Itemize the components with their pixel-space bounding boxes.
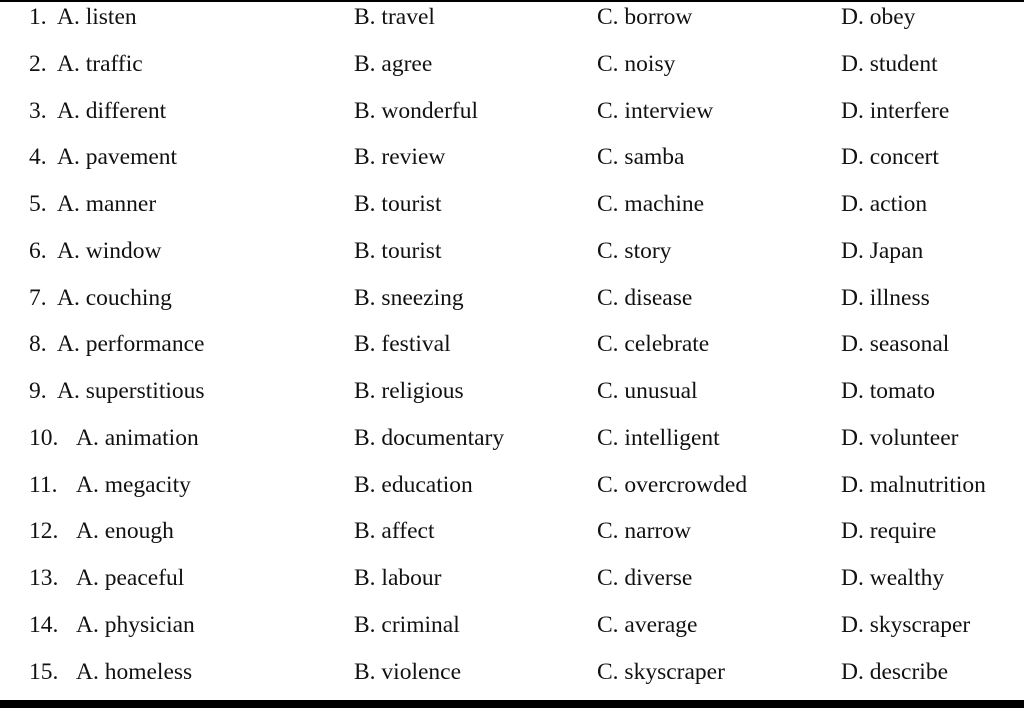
option-d: D. wealthy	[841, 565, 945, 591]
option-d: D. describe	[841, 658, 949, 685]
option-c: C. noisy	[597, 50, 676, 77]
bottom-rule	[0, 700, 1024, 708]
question-number: 14.	[29, 611, 59, 638]
option-b: B. documentary	[354, 424, 505, 451]
question-number: 5.	[29, 191, 47, 217]
question-row	[0, 95, 1024, 135]
option-c: C. unusual	[597, 378, 698, 404]
question-number: 2.	[29, 50, 47, 77]
question-number: 4.	[29, 144, 47, 171]
option-a: A. couching	[57, 284, 172, 311]
question-number: 9.	[29, 378, 47, 404]
option-b: B. festival	[354, 331, 451, 358]
option-a: A. enough	[76, 518, 174, 545]
question-row	[0, 141, 1024, 181]
option-d: D. concert	[841, 144, 939, 171]
option-b: B. tourist	[354, 191, 442, 217]
question-row	[0, 188, 1024, 228]
question-row	[0, 48, 1024, 88]
option-a: A. different	[57, 97, 167, 124]
option-c: C. narrow	[597, 518, 691, 545]
question-number: 10.	[29, 424, 59, 451]
option-d: D. illness	[841, 284, 930, 311]
question-number: 8.	[29, 331, 47, 358]
question-number: 15.	[29, 658, 59, 685]
option-c: C. celebrate	[597, 331, 710, 358]
option-c: C. skyscraper	[597, 658, 725, 685]
option-c: C. disease	[597, 284, 693, 311]
question-row	[0, 328, 1024, 368]
question-number: 12.	[29, 518, 59, 545]
question-row	[0, 375, 1024, 415]
option-b: B. review	[354, 144, 446, 171]
question-number: 3.	[29, 97, 47, 124]
question-number: 11.	[29, 471, 58, 498]
option-c: C. intelligent	[597, 424, 720, 451]
option-a: A. manner	[57, 191, 157, 217]
question-row	[0, 1, 1024, 41]
option-c: C. average	[597, 611, 698, 638]
question-row	[0, 422, 1024, 462]
option-c: C. overcrowded	[597, 471, 748, 498]
option-b: B. travel	[354, 4, 435, 30]
option-d: D. require	[841, 518, 937, 545]
option-a: A. animation	[76, 424, 199, 451]
option-a: A. physician	[76, 611, 195, 638]
option-b: B. religious	[354, 378, 464, 404]
question-row	[0, 609, 1024, 649]
option-c: C. machine	[597, 191, 705, 217]
option-b: B. violence	[354, 658, 462, 685]
option-a: A. pavement	[57, 144, 178, 171]
option-d: D. tomato	[841, 378, 935, 404]
question-row	[0, 562, 1024, 602]
option-d: D. malnutrition	[841, 471, 986, 498]
option-d: D. skyscraper	[841, 611, 971, 638]
question-row	[0, 469, 1024, 509]
option-b: B. wonderful	[354, 97, 479, 124]
option-b: B. criminal	[354, 611, 460, 638]
option-a: A. homeless	[76, 658, 193, 685]
option-c: C. story	[597, 237, 672, 264]
option-b: B. sneezing	[354, 284, 464, 311]
option-c: C. samba	[597, 144, 685, 171]
option-d: D. obey	[841, 4, 916, 30]
option-d: D. action	[841, 191, 928, 217]
option-d: D. interfere	[841, 97, 950, 124]
option-a: A. window	[57, 237, 162, 264]
option-c: C. diverse	[597, 565, 693, 591]
option-b: B. tourist	[354, 237, 442, 264]
option-c: C. borrow	[597, 4, 693, 30]
option-b: B. labour	[354, 565, 442, 591]
question-number: 1.	[29, 4, 47, 30]
option-a: A. peaceful	[76, 565, 185, 591]
option-d: D. volunteer	[841, 424, 959, 451]
question-number: 7.	[29, 284, 47, 311]
option-a: A. traffic	[57, 50, 143, 77]
question-row	[0, 282, 1024, 322]
option-a: A. superstitious	[57, 378, 205, 404]
question-row	[0, 235, 1024, 275]
option-b: B. affect	[354, 518, 435, 545]
option-b: B. education	[354, 471, 473, 498]
option-a: A. megacity	[76, 471, 191, 498]
option-a: A. listen	[57, 4, 137, 30]
option-d: D. Japan	[841, 237, 924, 264]
option-b: B. agree	[354, 50, 433, 77]
question-number: 6.	[29, 237, 47, 264]
option-a: A. performance	[57, 331, 205, 358]
question-number: 13.	[29, 565, 59, 591]
option-d: D. seasonal	[841, 331, 950, 358]
option-c: C. interview	[597, 97, 714, 124]
option-d: D. student	[841, 50, 938, 77]
question-row	[0, 656, 1024, 696]
question-row	[0, 515, 1024, 555]
